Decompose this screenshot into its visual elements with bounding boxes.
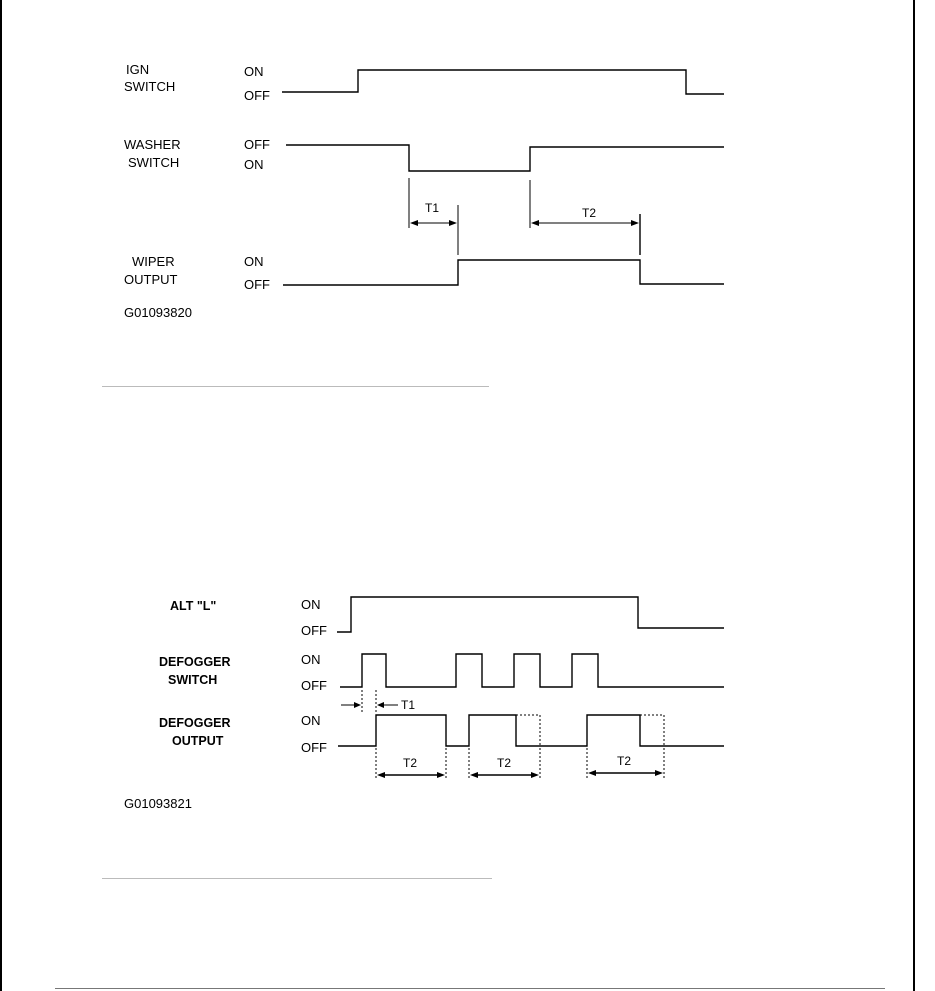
washer-switch-label-line1: WASHER	[124, 137, 181, 152]
t1-arrow-right	[449, 220, 457, 226]
t1b-label: T1	[401, 698, 416, 712]
defogger-output-label-line1: DEFOGGER	[159, 716, 231, 730]
wiper-output-label-line1: WIPER	[132, 254, 175, 269]
wiper-state-on: ON	[244, 254, 264, 269]
washer-state-on: ON	[244, 157, 264, 172]
separator-2	[102, 878, 492, 879]
t2c-arrow-left	[588, 770, 596, 776]
defogger-switch-label-line2: SWITCH	[168, 673, 218, 687]
defogger-output-waveform	[338, 715, 724, 746]
t2a-label: T2	[403, 756, 418, 770]
defogger-output-state-off: OFF	[301, 740, 327, 755]
alt-state-off: OFF	[301, 623, 327, 638]
t1-label: T1	[425, 201, 440, 215]
t2a-arrow-right	[437, 772, 445, 778]
washer-state-off: OFF	[244, 137, 270, 152]
washer-switch-waveform	[286, 145, 724, 171]
wiper-timing-diagram	[0, 0, 935, 400]
washer-switch-label-line2: SWITCH	[128, 155, 180, 170]
ign-switch-waveform	[282, 70, 724, 94]
wiper-state-off: OFF	[244, 277, 270, 292]
alt-l-label: ALT "L"	[170, 599, 217, 613]
page-frame-bottom	[55, 988, 885, 989]
t2-label: T2	[582, 206, 597, 220]
defogger-switch-label-line1: DEFOGGER	[159, 655, 231, 669]
defogger-switch-state-off: OFF	[301, 678, 327, 693]
figure-code-1: G01093820	[124, 305, 192, 320]
ign-switch-label-line1: IGN	[126, 62, 150, 77]
t2-arrow-right	[631, 220, 639, 226]
wiper-output-label-line2: OUTPUT	[124, 272, 178, 287]
separator-1	[102, 386, 489, 387]
alt-l-waveform	[337, 597, 724, 632]
defogger-output-state-on: ON	[301, 713, 321, 728]
defogger-output-label-line2: OUTPUT	[172, 734, 224, 748]
t2b-arrow-right	[531, 772, 539, 778]
figure-code-2: G01093821	[124, 796, 192, 811]
t2b-arrow-left	[470, 772, 478, 778]
defogger-timing-diagram	[0, 560, 935, 880]
defogger-output-extension-1	[516, 715, 540, 746]
t1-arrow-left	[410, 220, 418, 226]
ign-switch-label-line2: SWITCH	[124, 79, 176, 94]
t1b-arrow-left	[354, 702, 361, 708]
t2b-label: T2	[497, 756, 512, 770]
t1b-arrow-right	[377, 702, 384, 708]
t2c-label: T2	[617, 754, 632, 768]
t2-arrow-left	[531, 220, 539, 226]
wiper-output-waveform	[283, 260, 724, 285]
defogger-switch-state-on: ON	[301, 652, 321, 667]
t2c-arrow-right	[655, 770, 663, 776]
defogger-switch-waveform	[340, 654, 724, 687]
defogger-output-extension-2	[640, 715, 664, 746]
alt-state-on: ON	[301, 597, 321, 612]
ign-state-on: ON	[244, 64, 264, 79]
ign-state-off: OFF	[244, 88, 270, 103]
t2a-arrow-left	[377, 772, 385, 778]
